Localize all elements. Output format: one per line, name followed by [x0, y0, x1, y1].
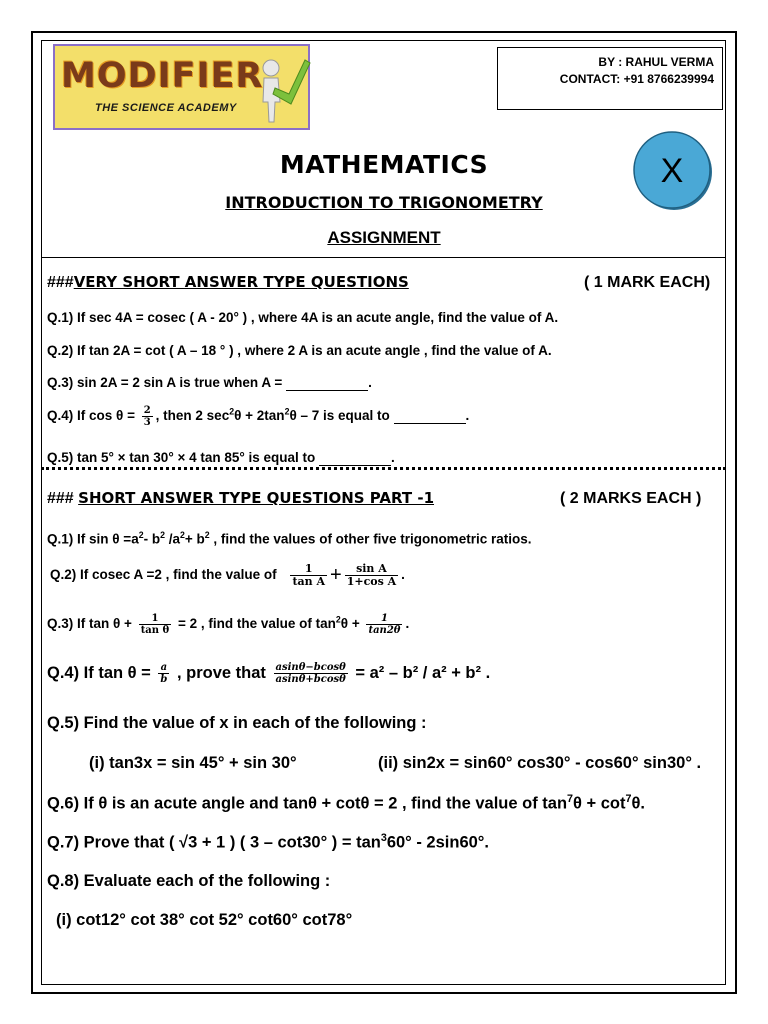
s2-question-3: Q.3) If tan θ + $\frac{1}{\text{tan θ}}$ = 2 , find the value of $\tan^2\theta$ + $\frac{1}{\tan 2\theta}$ .	[47, 613, 410, 636]
fraction-1-over-tanA: $\frac{1}{\text{tan A}}$	[292, 562, 326, 589]
section2-heading	[47, 489, 434, 508]
fraction-sinA-over-1pluscosA: $\frac{\text{sin A}}{\text{1+cos A}}$	[346, 562, 397, 589]
s1-question-4: Q.4) If cos θ = $\frac{2}{3}$ , then 2 $\sec^2\theta + 2\tan^2\theta - 7$ is equal to .	[47, 405, 470, 428]
author-name: BY : RAHUL VERMA	[598, 55, 714, 69]
section1-title: VERY SHORT ANSWER TYPE QUESTIONS	[73, 273, 409, 291]
s2-question-4: Q.4) If tan θ = $\frac{a}{b}$ , prove that $\frac{asin\theta-bcos\theta}{asin\theta+bcos\theta}$ = a² – b² / a² + b² .	[47, 662, 491, 685]
answer-blank	[319, 450, 391, 466]
academy-logo	[53, 44, 310, 130]
section-divider	[41, 467, 726, 470]
fraction-asin-bcos: $\frac{asin\theta-bcos\theta}{asin\theta+bcos\theta}$	[275, 662, 346, 685]
chapter-title: INTRODUCTION TO TRIGONOMETRY	[225, 193, 543, 212]
s2-question-1: Q.1) If $\sin \theta =a^2-$ $b^2$ $/a^2+ b^2$ , find the values of other five trigonometric ratios.	[47, 530, 532, 547]
answer-blank	[286, 375, 368, 391]
s2-question-5-part-ii: (ii) sin2x = sin60° cos30° - cos60° sin30° .	[378, 754, 702, 772]
fraction-1-over-tan2theta: $\frac{1}{\tan 2\theta}$	[368, 613, 401, 636]
section1-heading	[47, 273, 409, 292]
header-divider	[41, 257, 726, 258]
section2-title: SHORT ANSWER TYPE QUESTIONS PART -1	[78, 489, 435, 507]
checkmark-figure-icon	[255, 54, 311, 126]
s2-question-8-part-i: (i) cot12° cot 38° cot 52° cot60° cot78°	[56, 911, 353, 929]
s1-question-2: Q.2) If tan 2A = cot ( A – 18 ° ) , where 2 A is an acute angle , find the value of A.	[47, 343, 552, 358]
s2-question-5: Q.5) Find the value of x in each of the following :	[47, 714, 427, 732]
subject-title: MATHEMATICS	[279, 150, 489, 179]
section2-marks: ( 2 MARKS EACH )	[560, 490, 702, 507]
s1-question-1: Q.1) If sec 4A = cosec ( A - 20° ) , where 4A is an acute angle, find the value of A.	[47, 310, 559, 325]
section1-marks: ( 1 MARK EACH)	[584, 274, 711, 291]
s2-question-7: Q.7) Prove that ( √3 + 1 ) ( 3 – cot30° ) = $\tan^360^\circ - 2\sin 60^\circ$.	[47, 832, 489, 852]
author-contact: CONTACT: +91 8766239994	[559, 72, 714, 86]
class-badge-label: X	[660, 152, 684, 190]
fraction-1-over-tantheta: $\frac{1}{\text{tan θ}}$	[140, 613, 170, 636]
answer-blank	[394, 408, 466, 424]
s2-question-6: Q.6) If θ is an acute angle and tanθ + cotθ = 2 , find the value of $\tan^7\theta + \cot^7\theta$.	[47, 793, 645, 813]
assignment-label: ASSIGNMENT	[327, 228, 441, 247]
section1-prefix: ###	[47, 274, 74, 291]
fraction-a-over-b: $\frac{a}{b}$	[160, 662, 168, 685]
s2-question-8: Q.8) Evaluate each of the following :	[47, 872, 331, 890]
section2-prefix: ###	[47, 490, 79, 507]
fraction-two-thirds: $\frac{2}{3}$	[143, 405, 151, 428]
s1-question-5: Q.5) tan 5° × tan 30° × 4 tan 85° is equal to .	[47, 450, 395, 465]
s2-question-5-part-i: (i) tan3x = sin 45° + sin 30°	[89, 754, 297, 772]
s2-question-2: Q.2) If cosec A =2 , find the value of $\frac{1}{\text{tan A}}$ + $\frac{\text{sin A}}{\text{1+cos A}}$ .	[50, 562, 405, 589]
logo-tagline: THE SCIENCE ACADEMY	[95, 102, 237, 114]
s1-question-3: Q.3) sin 2A = 2 sin A is true when A = .	[47, 375, 372, 390]
author-box	[497, 47, 723, 110]
logo-wordmark: MODIFIER	[61, 56, 264, 96]
